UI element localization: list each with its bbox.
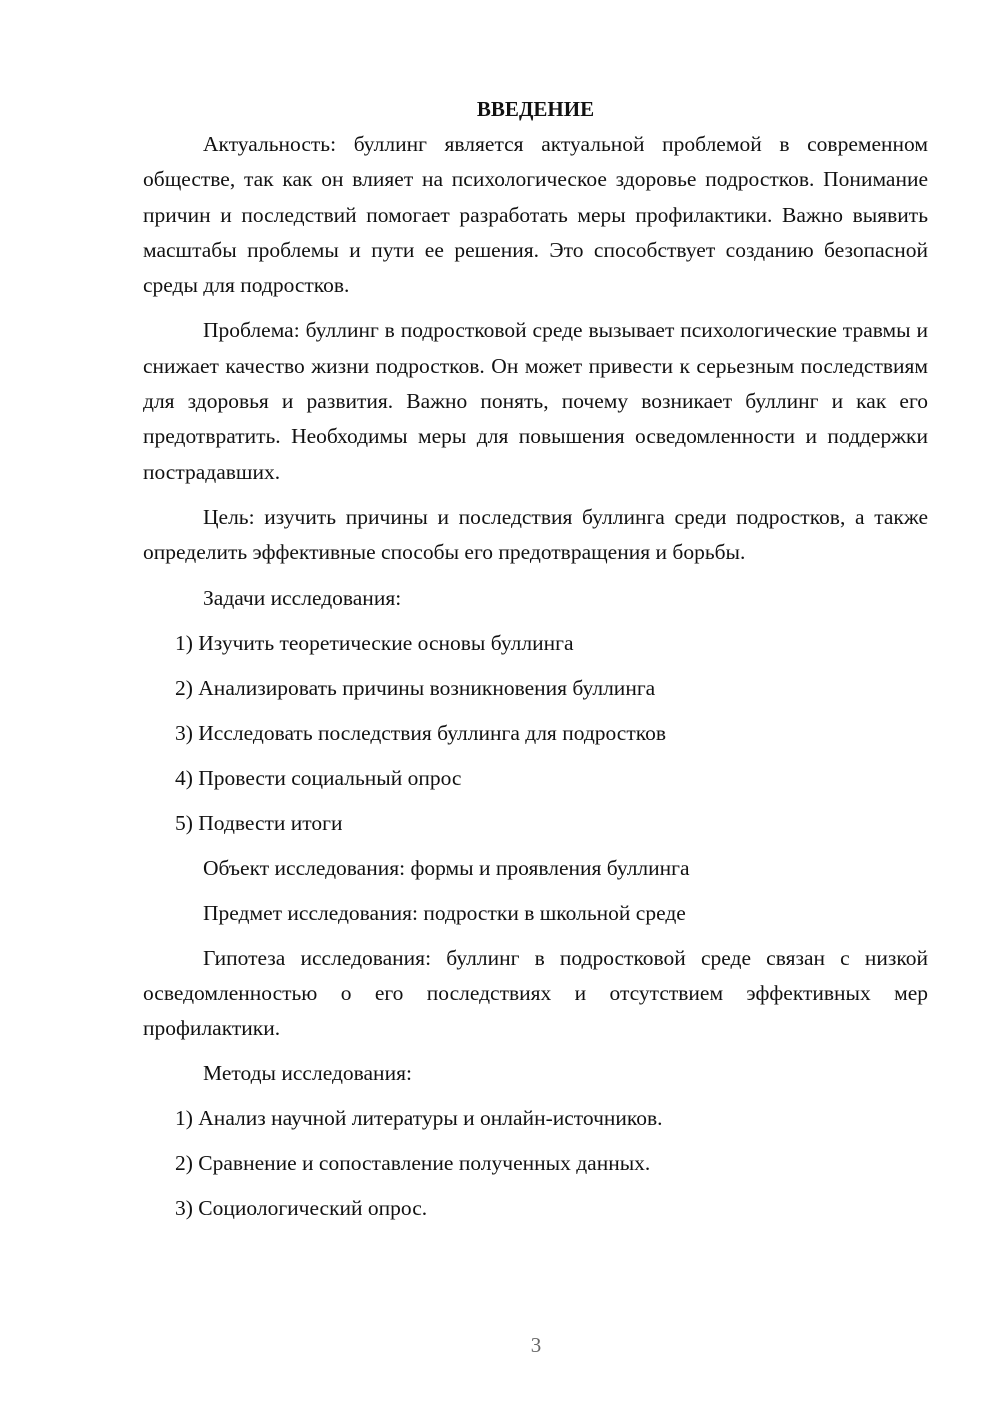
methods-heading: Методы исследования: xyxy=(203,1061,412,1086)
tasks-heading: Задачи исследования: xyxy=(203,585,402,610)
research-subject: Предмет исследования: подростки в школьной среде xyxy=(203,900,686,925)
method-item-2: 2) Сравнение и сопоставление полученных данных. xyxy=(175,1151,651,1176)
research-object: Объект исследования: формы и проявления буллинга xyxy=(203,855,690,880)
relevance-paragraph: Актуальность: буллинг является актуальной проблемой в современном обществе, так как он влияет на психологическое здоровье подростков. Понимание причин и последствий помогает разработать меры профилактики. Важно выявить масштабы проблемы и пути ее решения. Это способствует созданию безопасной среды для подростков. xyxy=(143,132,928,298)
page-content xyxy=(143,92,928,1236)
method-item-3: 3) Социологический опрос. xyxy=(175,1196,428,1221)
tasks-list xyxy=(143,626,928,841)
hypothesis-paragraph: Гипотеза исследования: буллинг в подростковой среде связан с низкой осведомленностью о его последствиях и отсутствием эффективных мер профилактики. xyxy=(143,945,928,1041)
task-item-1: 1) Изучить теоретические основы буллинга xyxy=(175,630,574,655)
task-item-3: 3) Исследовать последствия буллинга для подростков xyxy=(175,720,666,745)
goal-paragraph: Цель: изучить причины и последствия буллинга среди подростков, а также определить эффективные способы его предотвращения и борьбы. xyxy=(143,504,928,565)
task-item-2: 2) Анализировать причины возникновения буллинга xyxy=(175,675,656,700)
methods-list xyxy=(143,1101,928,1226)
problem-paragraph: Проблема: буллинг в подростковой среде вызывает психологические травмы и снижает качество жизни подростков. Он может привести к серьезным последствиям для здоровья и развития. Важно понять, почему возникает буллинг и как его предотвратить. Необходимы меры для повышения осведомленности и поддержки пострадавших. xyxy=(143,318,928,484)
method-item-1: 1) Анализ научной литературы и онлайн-источников. xyxy=(175,1106,663,1131)
section-title: ВВЕДЕНИЕ xyxy=(476,97,595,121)
task-item-5: 5) Подвести итоги xyxy=(175,810,343,835)
task-item-4: 4) Провести социальный опрос xyxy=(175,765,462,790)
page-number: 3 xyxy=(530,1333,542,1357)
